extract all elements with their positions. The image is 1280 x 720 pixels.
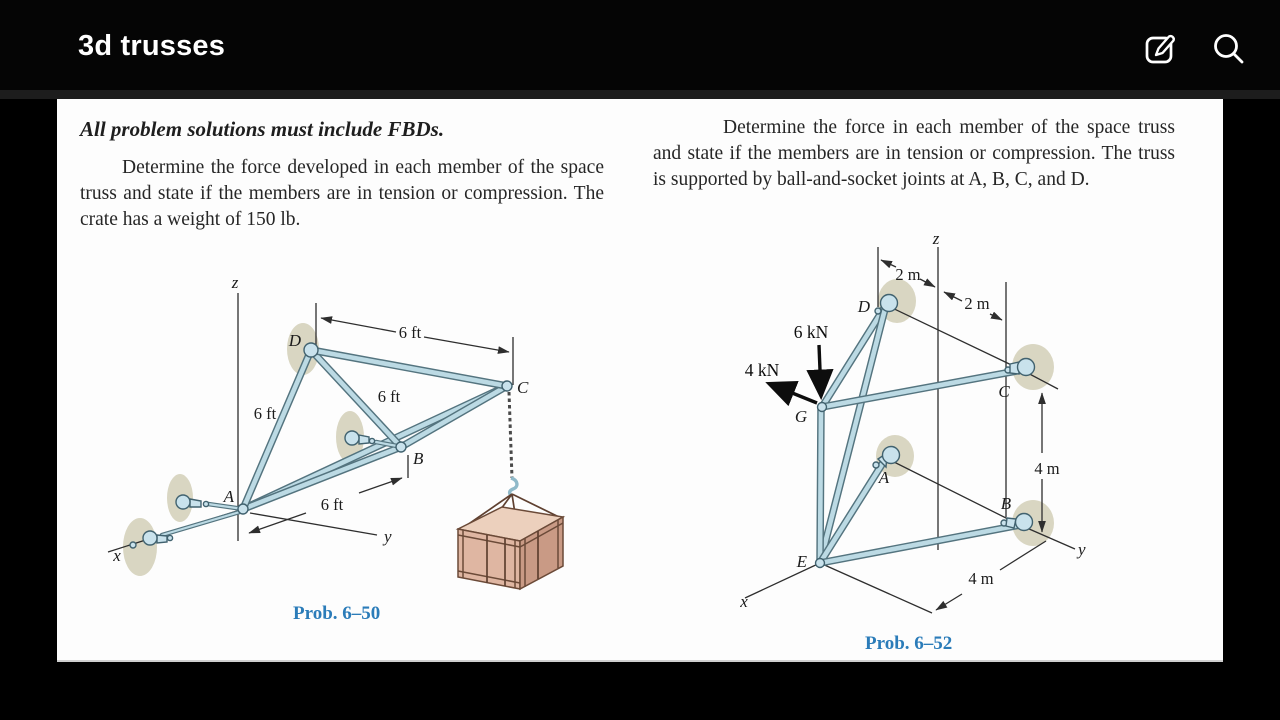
edit-icon[interactable] <box>1143 31 1179 67</box>
search-icon[interactable] <box>1210 31 1248 67</box>
axis-x-label: x <box>113 546 121 565</box>
app-header <box>0 0 1280 90</box>
axis-y-label: y <box>1078 540 1086 559</box>
node-c-label: C <box>517 378 529 397</box>
dim-db-label: 6 ft <box>377 387 401 406</box>
node-a-label: A <box>878 468 890 487</box>
node-g-label: G <box>794 407 808 426</box>
node-a-label: A <box>223 487 234 506</box>
axis-z-label: z <box>231 273 239 292</box>
figure-labels <box>112 273 529 565</box>
hook-icon <box>510 478 517 496</box>
dim-ab-label: 6 ft <box>320 495 344 514</box>
truss-figure-650 <box>60 256 620 606</box>
dim-ad-label: 6 ft <box>253 404 277 423</box>
page-top-shadow <box>0 90 1280 99</box>
node-b-label: B <box>1000 494 1012 513</box>
dim-4m-right-label: 4 m <box>1034 459 1060 478</box>
support-glows <box>876 279 1054 546</box>
instructions-heading: All problem solutions must include FBDs. <box>80 117 445 141</box>
truss-figure-652 <box>690 226 1190 636</box>
figure-labels <box>739 229 1086 611</box>
dim-4m-bottom-label: 4 m <box>968 569 994 588</box>
node-d-label: D <box>857 297 870 316</box>
axis-y-label: y <box>384 527 392 546</box>
caption-prob-652: Prob. 6–52 <box>865 633 953 654</box>
axis-x-label: x <box>740 592 748 611</box>
dim-2m-right-label: 2 m <box>964 294 990 313</box>
document-page <box>57 99 1223 662</box>
problem-652-statement: Determine the force in each member of the space truss and state if the members are in tension or compression. The truss is supported by ball-and-socket joints at A, B, C, and D. <box>653 117 1175 190</box>
node-e-label: E <box>796 552 807 571</box>
force-4kn-label: 4 kN <box>744 360 780 380</box>
truss-members <box>820 305 1022 563</box>
force-6kn-label: 6 kN <box>793 322 829 342</box>
dim-top-label: 6 ft <box>398 323 422 342</box>
caption-prob-650: Prob. 6–50 <box>293 603 381 624</box>
axis-z-label: z <box>932 229 940 248</box>
node-d-label: D <box>288 331 301 350</box>
problem-650-statement: Determine the force developed in each member of the space truss and state if the members are in tension or compression. The crate has a weight of 150 lb. <box>80 157 604 230</box>
hanging-crate <box>458 392 563 589</box>
node-c-label: C <box>998 382 1010 401</box>
node-b-label: B <box>413 449 424 468</box>
page-title: 3d trusses <box>78 30 226 62</box>
dim-2m-left-label: 2 m <box>895 265 921 284</box>
